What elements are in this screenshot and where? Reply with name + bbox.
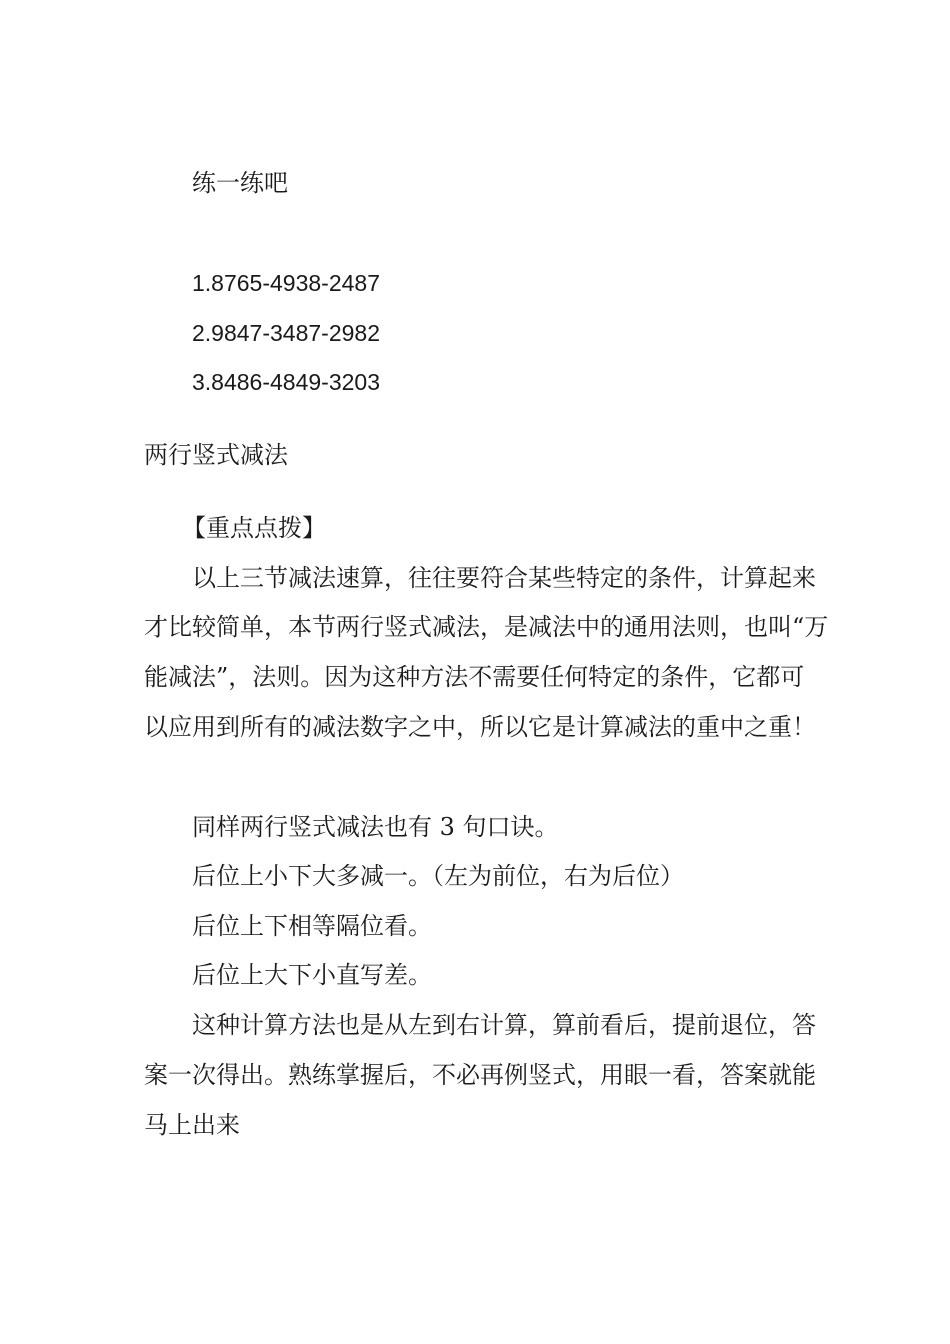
practice-heading: 练一练吧 (192, 169, 288, 197)
practice-problem-1: 1.8765-4938-2487 (192, 270, 380, 296)
intro-paragraph-line: 以上三节减法速算，往往要符合某些特定的条件，计算起来 (192, 564, 816, 592)
section-title: 两行竖式减法 (144, 441, 288, 469)
key-points-tag: 【重点点拨】 (182, 514, 326, 542)
intro-paragraph-line: 能减法”，法则。因为这种方法不需要任何特定的条件，它都可 (144, 663, 805, 691)
rhyme-line-3: 后位上大下小直写差。 (192, 961, 432, 989)
rhyme-intro: 同样两行竖式减法也有 3 句口诀。 (192, 813, 559, 841)
rhyme-line-2: 后位上下相等隔位看。 (192, 912, 432, 940)
closing-paragraph-line: 这种计算方法也是从左到右计算，算前看后，提前退位，答 (192, 1011, 816, 1039)
intro-paragraph-line: 才比较简单，本节两行竖式减法，是减法中的通用法则，也叫“万 (144, 613, 829, 641)
practice-problem-3: 3.8486-4849-3203 (192, 369, 380, 395)
closing-paragraph-line: 案一次得出。熟练掌握后，不必再例竖式，用眼一看，答案就能 (144, 1061, 816, 1089)
closing-paragraph-line: 马上出来 (144, 1111, 240, 1139)
practice-problem-2: 2.9847-3487-2982 (192, 320, 380, 346)
rhyme-line-1: 后位上小下大多减一。（左为前位，右为后位） (192, 862, 684, 890)
intro-paragraph-line: 以应用到所有的减法数字之中，所以它是计算减法的重中之重！ (144, 713, 816, 741)
